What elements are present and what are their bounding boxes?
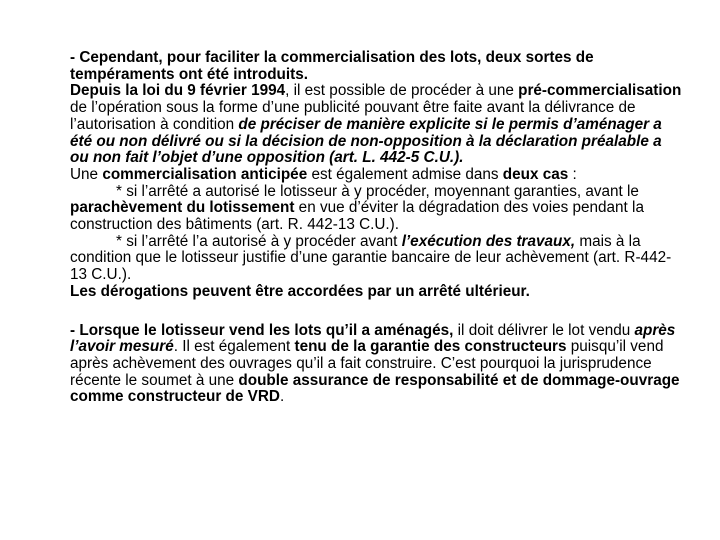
text-span: . [279, 388, 285, 406]
condition-text: de préciser de manière explicite si le permis d’aménager a été ou non délivré ou si la décision de non-opposition à la déclaration préalable a ou non fait l’objet d’une opposition (art. L. 442-5 C.U.). [70, 115, 662, 167]
bold-span: - Lorsque le lotisseur vend les lots qu’il a aménagés, [70, 321, 454, 339]
derogations-text: Les dérogations peuvent être accordées par un arrêté ultérieur. [70, 282, 530, 300]
bold-span: deux cas [502, 165, 569, 183]
text-span: est également admise dans [307, 165, 503, 183]
bold-span: après l’avoir mesuré [70, 321, 676, 356]
text-span: : [568, 165, 577, 183]
bold-span: l’exécution des travaux, [401, 232, 576, 250]
case-one-paragraph [70, 184, 682, 234]
text-span: en vue d’éviter la dégradation des voies pendant la construction des bâtiments (art. R. 442-13 C.U.). [70, 199, 644, 234]
bold-span: double assurance de responsabilité et de dommage-ouvrage comme constructeur de VRD [70, 371, 680, 406]
text-span: . Il est également [173, 338, 295, 356]
intro-paragraph [70, 50, 682, 83]
paragraph-gap [70, 301, 682, 323]
derogations-paragraph [70, 284, 682, 301]
bold-span: commercialisation anticipée [102, 165, 308, 183]
text-span: Une [70, 165, 103, 183]
text-span: puisqu’il vend après achèvement des ouvrages qu’il a fait construire. C’est pourquoi la jurisprudence récente le soumet à une [70, 338, 664, 389]
bold-span: tenu de la garantie des constructeurs [294, 338, 567, 356]
text-span: , il est possible de procéder à une [285, 82, 519, 100]
intro-text: - Cependant, pour faciliter la commercialisation des lots, deux sortes de tempéraments ont été introduits. [70, 49, 594, 83]
bold-span: parachèvement du lotissement [70, 199, 295, 217]
text-span: de l’opération sous la forme d’une publicité pouvant être faite avant la délivrance de l’autorisation à condition [70, 99, 636, 133]
text-span: mais à la condition que le lotisseur justifie d’une garantie bancaire de leur achèvement (art. R-442-13 C.U.). [70, 232, 672, 284]
text-span: il doit délivrer le lot vendu [453, 321, 635, 339]
anticipated-commercialisation-paragraph [70, 167, 682, 184]
law-date-text: Depuis la loi du 9 février 1994 [70, 82, 286, 100]
precommercialisation-paragraph [70, 83, 682, 167]
document-page [70, 50, 682, 406]
text-span: * si l’arrêté a autorisé le lotisseur à y procéder, moyennant garanties, avant le [116, 182, 639, 200]
case-two-paragraph [70, 234, 682, 284]
bold-span: pré-commercialisation [518, 82, 682, 100]
text-span: * si l’arrêté l’a autorisé à y procéder avant [116, 232, 402, 250]
lotisseur-paragraph [70, 323, 682, 407]
